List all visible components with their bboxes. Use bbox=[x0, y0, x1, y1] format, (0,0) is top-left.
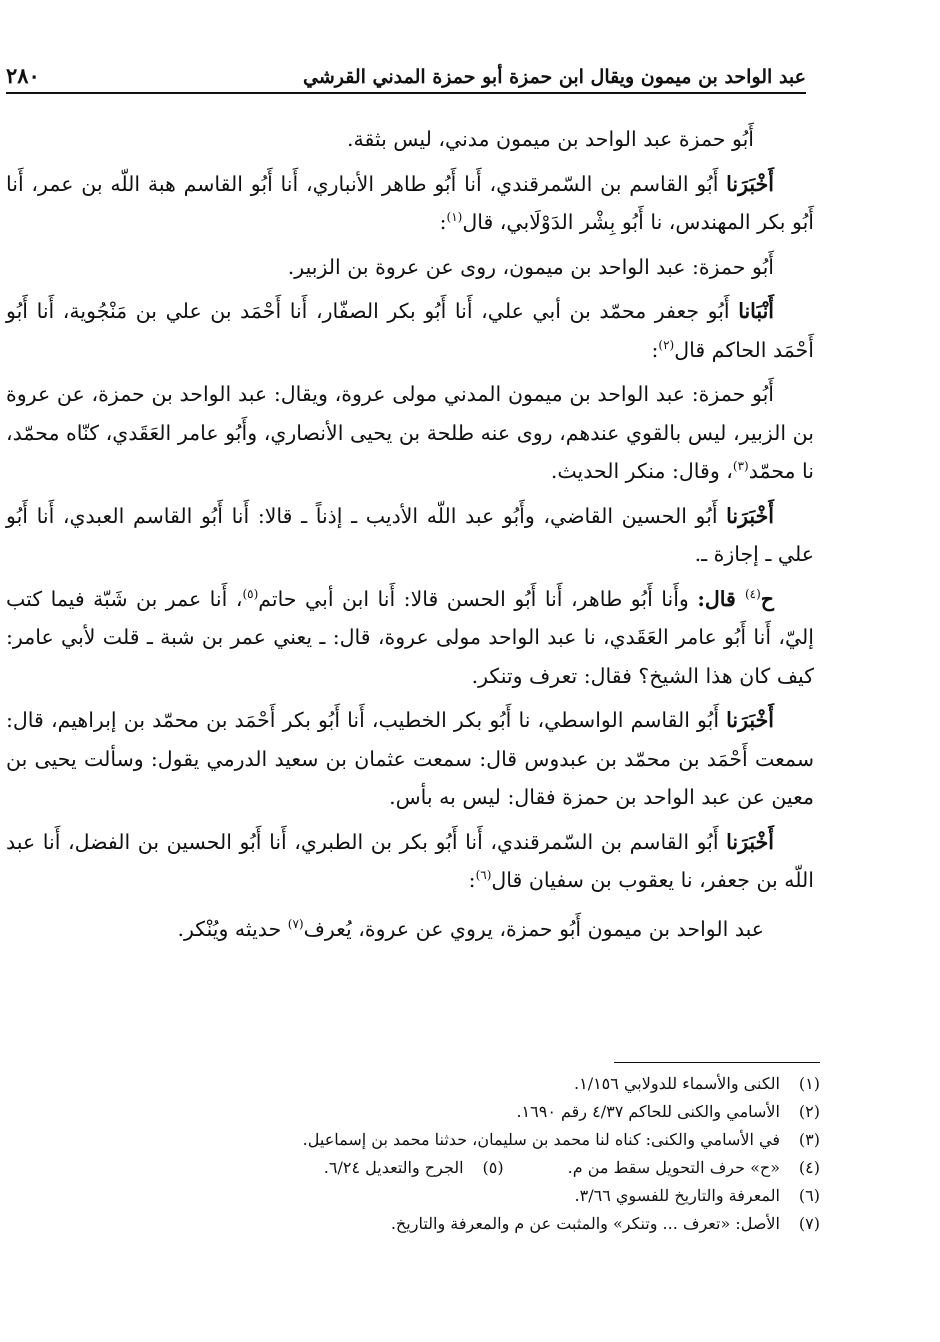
paragraph-text: أَبُو الحسين القاضي، وأَبُو عبد اللّه الأديب ـ إذناً ـ قالا: أَنا أَبُو القاسم العبدي، أَنا أَبُو علي ـ إجازة ـ. bbox=[6, 503, 814, 566]
page-number: ٢٨٠ bbox=[6, 63, 40, 88]
footnote-ref: (٥) bbox=[242, 586, 259, 601]
page-header bbox=[6, 52, 806, 94]
paragraph-lead: أَنْبَانا bbox=[738, 299, 774, 323]
paragraph-text: أَبُو القاسم بن السّمرقندي، أَنا أَبُو بكر بن الطبري، أَنا أَبُو الحسين بن الفضل، أَنا عبد اللّه بن جعفر، نا يعقوب بن سفيان قال bbox=[6, 829, 814, 892]
footnote-number: (٣) bbox=[798, 1130, 820, 1149]
footnote-divider bbox=[614, 1062, 820, 1063]
footnote-text: المعرفة والتاريخ للفسوي ٣/٦٦. bbox=[574, 1186, 780, 1205]
footnote-number: (٢) bbox=[798, 1102, 820, 1121]
paragraph-text: أَبُو حمزة: عبد الواحد بن ميمون المدني مولى عروة، ويقال: عبد الواحد بن حمزة، عن عروة بن الزبير، ليس بالقوي عندهم، روى عنه طلحة بن يحيى الأنصاري، وأَبُو عامر العَقَدي، كنّاه محمّد، نا محمّد bbox=[6, 382, 814, 483]
paragraph-tail: : bbox=[439, 210, 447, 234]
footnote-number: (١) bbox=[798, 1074, 820, 1093]
paragraph bbox=[6, 375, 814, 491]
footnote-ref: (٣) bbox=[732, 459, 749, 474]
footnote-ref: (١) bbox=[446, 210, 463, 225]
paragraph-lead: أَخْبَرَنا bbox=[726, 171, 774, 196]
footnote bbox=[324, 1154, 504, 1182]
footnote-text: في الأسامي والكنى: كناه لنا محمد بن سليمان، حدثنا محمد بن إسماعيل. bbox=[302, 1130, 780, 1149]
paragraph-text: وأَنا أَبُو طاهر، أَنا أَبُو الحسن قالا: أَنا ابن أبي حاتم bbox=[258, 586, 698, 611]
paragraph bbox=[6, 248, 814, 287]
paragraph-lead: ح bbox=[760, 586, 774, 611]
paragraph-lead-2: قال: bbox=[697, 586, 745, 611]
paragraph-text: أَبُو جعفر محمّد بن أبي علي، أَنا أَبُو بكر الصفّار، أَنا أَحْمَد بن علي بن مَنْجُوية، أَنا أَبُو أَحْمَد الحاكم قال bbox=[6, 299, 814, 362]
footnote-ref: (٢) bbox=[658, 337, 675, 352]
paragraph-text: أَبُو القاسم الواسطي، نا أَبُو بكر الخطيب، أَنا أَبُو بكر أَحْمَد بن محمّد بن إبراهيم، قال: سمعت أَحْمَد بن محمّد بن عبدوس قال: سمعت عثمان بن سعيد الدرمي يقول: وسألت يحيى بن معين عن عبد الواحد بن حمزة فقال: ليس به بأس. bbox=[6, 708, 814, 809]
running-title: عبد الواحد بن ميمون ويقال ابن حمزة أبو حمزة المدني القرشي bbox=[303, 66, 806, 88]
footnote-number: (٤) bbox=[798, 1158, 820, 1177]
footnote bbox=[60, 1098, 820, 1126]
paragraph-text: عبد الواحد بن ميمون أَبُو حمزة، يروي عن عروة، يُعرف bbox=[303, 916, 764, 941]
footnote bbox=[568, 1154, 820, 1182]
footnote bbox=[60, 1210, 820, 1238]
paragraph-lead: أَخْبَرَنا bbox=[726, 708, 774, 732]
footnote-number: (٥) bbox=[482, 1158, 504, 1177]
paragraph bbox=[6, 823, 814, 900]
paragraph-text: أَبُو القاسم بن السّمرقندي، أَنا أَبُو طاهر الأنباري، أَنا أَبُو القاسم هبة اللّه بن عمر، أَنا أَبُو بكر المهندس، نا أَبُو بِشْر الدَوْلَابي، قال bbox=[6, 171, 814, 234]
paragraph-text: أَبُو حمزة: عبد الواحد بن ميمون، روى عن عروة بن الزبير. bbox=[287, 254, 774, 279]
paragraph-tail: : bbox=[468, 868, 476, 892]
footnote-text: الجرح والتعديل ٦/٢٤. bbox=[323, 1158, 464, 1177]
footnote-number: (٧) bbox=[798, 1214, 820, 1233]
footnote-number: (٦) bbox=[798, 1186, 820, 1205]
paragraph-lead: أَخْبَرَنا bbox=[726, 503, 774, 528]
paragraph-tail: : bbox=[651, 337, 659, 362]
paragraph-text: أَبُو حمزة عبد الواحد بن ميمون مدني، ليس بثقة. bbox=[347, 127, 754, 151]
footnotes bbox=[60, 1070, 820, 1238]
paragraph bbox=[6, 292, 814, 369]
footnote bbox=[60, 1182, 820, 1210]
footnote-text: «ح» حرف التحويل سقط من م. bbox=[567, 1158, 780, 1177]
footnote-row bbox=[60, 1154, 820, 1182]
paragraph-tail: حديثه ويُنْكر. bbox=[177, 916, 288, 941]
main-text bbox=[6, 120, 814, 954]
paragraph-tail: ، وقال: منكر الحديث. bbox=[550, 459, 733, 483]
footnote-ref: (٦) bbox=[475, 868, 492, 883]
paragraph-lead: أَخْبَرَنا bbox=[726, 829, 774, 854]
footnote bbox=[60, 1070, 820, 1098]
footnote bbox=[60, 1126, 820, 1154]
paragraph bbox=[6, 701, 814, 817]
paragraph bbox=[6, 910, 814, 949]
paragraph bbox=[6, 580, 814, 696]
footnote-text: الأصل: «تعرف ... وتنكر» والمثبت عن م والمعرفة والتاريخ. bbox=[390, 1214, 780, 1233]
paragraph bbox=[6, 497, 814, 574]
footnote-text: الكنى والأسماء للدولابي ١/١٥٦. bbox=[574, 1074, 780, 1093]
footnote-text: الأسامي والكنى للحاكم ٤/٣٧ رقم ١٦٩٠. bbox=[516, 1102, 780, 1121]
paragraph-tail: ، أَنا عمر بن شَبّة فيما كتب إليّ، أَنا أَبُو عامر العَقَدي، نا عبد الواحد مولى عروة، قال: ـ يعني عمر بن شبة ـ قلت لأبي عامر: كيف كان هذا الشيخ؟ فقال: تعرف وتنكر. bbox=[6, 586, 814, 688]
footnote-ref: (٧) bbox=[287, 916, 304, 931]
paragraph bbox=[6, 120, 814, 159]
footnote-ref: (٤) bbox=[744, 586, 761, 601]
paragraph bbox=[6, 165, 814, 242]
